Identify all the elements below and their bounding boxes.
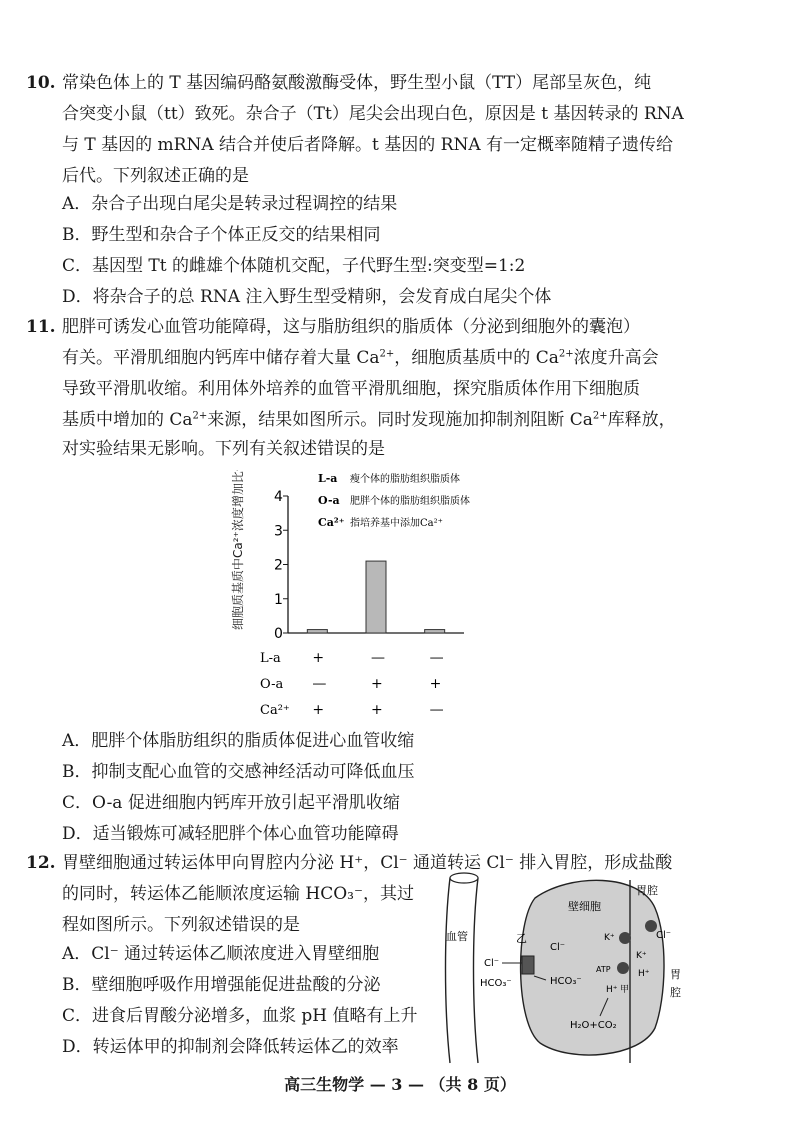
legend-key: L-a <box>318 472 338 485</box>
cell-label: 壁细胞 <box>568 900 601 913</box>
hco3-in-label: HCO₃⁻ <box>550 976 582 987</box>
transporter-a-label: 甲 <box>620 985 630 995</box>
q11-stem-line-3: 导致平滑肌收缩。利用体外培养的血管平滑肌细胞，探究脂质体作用下细胞质 <box>62 379 640 399</box>
atp-label: ATP <box>596 965 611 974</box>
q12-stem-line-1: 胃壁细胞通过转运体甲向胃腔内分泌 H⁺，Cl⁻ 通道转运 Cl⁻ 排入胃腔，形成盐酸 <box>62 853 673 873</box>
bar <box>366 561 386 633</box>
q11-stem-line-4: 基质中增加的 $Ca^{2+}$来源，结果如图所示。同时发现施加抑制剂阻断 $Ca^{2+}$库释放， <box>62 410 676 430</box>
vessel-top <box>450 873 478 883</box>
transporter-a <box>617 962 629 974</box>
vessel-wall-right <box>474 878 479 1063</box>
q10-stem-line-4: 后代。下列叙述正确的是 <box>62 166 249 186</box>
k2-label: K⁺ <box>636 951 647 961</box>
q11-option-d: D．适当锻炼可减轻肥胖个体心血管功能障碍 <box>62 824 399 844</box>
q11-option-c: C．O-a 促进细胞内钙库开放引起平滑肌收缩 <box>62 793 400 813</box>
hco3-left-label: HCO₃⁻ <box>480 978 512 989</box>
transporter-b-label: 乙 <box>516 932 527 945</box>
bar-chart-svg <box>228 470 528 725</box>
condition-mark: + <box>371 702 383 718</box>
q10-stem-line-2: 合突变小鼠（tt）致死。杂合子（Tt）尾尖会出现白色，原因是 t 基因转录的 RNA <box>62 104 684 124</box>
page-footer: 高三生物学 — 3 — （共 8 页） <box>284 1075 516 1094</box>
parietal-cell-diagram <box>440 868 700 1068</box>
y-tick-label: 3 <box>274 523 283 540</box>
y-tick-label: 1 <box>274 591 283 608</box>
reaction-label: H₂O+CO₂ <box>570 1020 617 1031</box>
y-tick-label: 2 <box>274 557 283 574</box>
q12-option-a: A．Cl⁻ 通过转运体乙顺浓度进入胃壁细胞 <box>62 944 380 964</box>
condition-mark: — <box>429 702 444 718</box>
cl-in-label: Cl⁻ <box>550 942 566 953</box>
condition-mark: — <box>312 676 327 692</box>
lumen-side-label: 胃腔 <box>670 968 681 999</box>
legend-text: 指培养基中添加Ca²⁺ <box>350 518 443 529</box>
q10-option-a: A．杂合子出现白尾尖是转录过程调控的结果 <box>62 194 398 214</box>
q12-option-c: C．进食后胃酸分泌增多，血浆 pH 值略有上升 <box>62 1006 418 1026</box>
h-in-label: H⁺ <box>606 985 618 995</box>
q10-stem-line-3: 与 T 基因的 mRNA 结合并使后者降解。t 基因的 RNA 有一定概率随精子遗传给 <box>62 135 674 155</box>
condition-mark: + <box>371 676 383 692</box>
lumen-top-label: 胃腔 <box>636 884 658 897</box>
condition-label: Ca²⁺ <box>260 703 290 718</box>
legend-key: Ca²⁺ <box>318 516 345 529</box>
condition-mark: — <box>429 650 444 666</box>
chart-ylabel: 细胞质基质中Ca²⁺浓度增加比例 <box>231 470 245 630</box>
condition-mark: + <box>312 702 325 718</box>
q12-option-b: B．壁细胞呼吸作用增强能促进盐酸的分泌 <box>62 975 381 995</box>
cl-left-label: Cl⁻ <box>484 958 500 969</box>
bar <box>425 630 445 633</box>
q10-option-d: D．将杂合子的总 RNA 注入野生型受精卵，会发育成白尾尖个体 <box>62 287 552 307</box>
q11-stem-line-1: 肥胖可诱发心血管功能障碍，这与脂肪组织的脂质体（分泌到细胞外的囊泡） <box>62 317 640 337</box>
legend-key: O-a <box>318 494 340 507</box>
q11-stem-line-5: 对实验结果无影响。下列有关叙述错误的是 <box>62 439 385 459</box>
q12-stem-line-2: 的同时，转运体乙能顺浓度运输 HCO₃⁻，其过 <box>62 884 414 904</box>
condition-mark: + <box>312 650 325 666</box>
q10-stem-line-1: 常染色体上的 T 基因编码酪氨酸激酶受体，野生型小鼠（TT）尾部呈灰色，纯 <box>62 73 652 93</box>
bar <box>307 630 327 633</box>
vessel-wall-left <box>446 878 451 1063</box>
q10-option-c: C．基因型 Tt 的雌雄个体随机交配，子代野生型:突变型=1:2 <box>62 256 526 276</box>
transporter-b <box>522 956 534 974</box>
q11-option-b: B．抑制支配心血管的交感神经活动可降低血压 <box>62 762 415 782</box>
vessel-label: 血管 <box>446 930 468 943</box>
condition-label: O-a <box>260 677 284 692</box>
y-tick-label: 4 <box>274 489 283 505</box>
y-tick-label: 0 <box>274 626 283 642</box>
q11-option-a: A．肥胖个体脂肪组织的脂质体促进心血管收缩 <box>62 731 415 751</box>
legend-text: 瘦个体的脂肪组织脂质体 <box>350 474 460 485</box>
q12-option-d: D．转运体甲的抑制剂会降低转运体乙的效率 <box>62 1037 399 1057</box>
k1-label: K⁺ <box>604 933 615 943</box>
cl-out-label: Cl⁻ <box>656 930 672 941</box>
q12-stem-line-3: 程如图所示。下列叙述错误的是 <box>62 915 300 935</box>
q10-number: 10. <box>26 73 56 93</box>
q11-number: 11. <box>26 317 56 337</box>
q12-number: 12. <box>26 853 56 873</box>
legend-text: 肥胖个体的脂肪组织脂质体 <box>350 496 470 507</box>
k-channel <box>619 932 631 944</box>
q10-option-b: B．野生型和杂合子个体正反交的结果相同 <box>62 225 381 245</box>
condition-mark: — <box>371 650 385 666</box>
q11-stem-line-2: 有关。平滑肌细胞内钙库中储存着大量 $Ca^{2+}$，细胞质基质中的 $Ca^{2+}$浓度升高会 <box>62 348 659 368</box>
condition-label: L-a <box>260 651 281 666</box>
h-out-label: H⁺ <box>638 969 650 979</box>
condition-mark: + <box>429 676 442 692</box>
parietal-cell-svg <box>440 868 700 1068</box>
bar-chart <box>228 470 528 725</box>
